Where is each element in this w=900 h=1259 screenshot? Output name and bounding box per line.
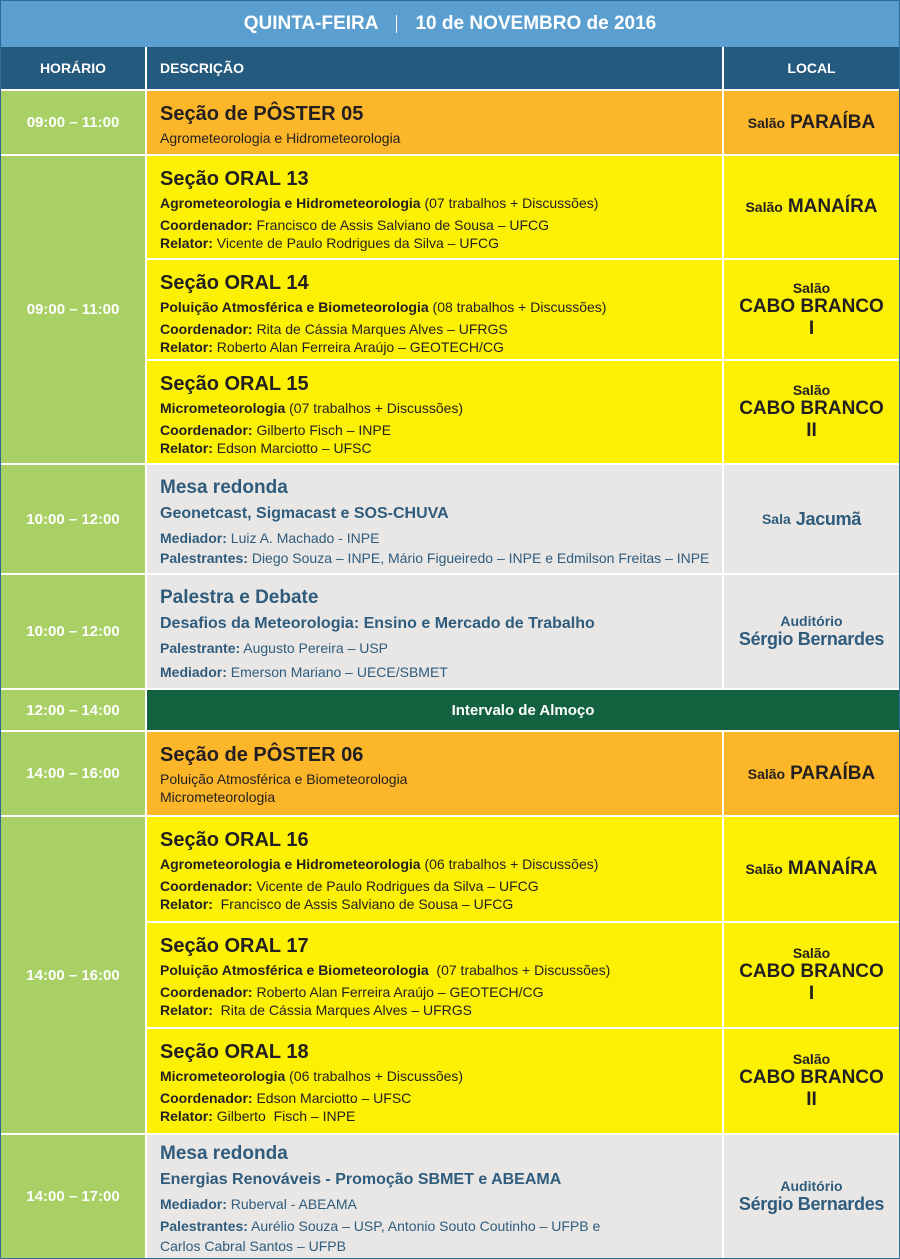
oral-13-description (147, 156, 722, 258)
title-separator (396, 15, 397, 33)
oral-17-description (147, 923, 722, 1027)
location-prefix: Salão (792, 382, 831, 398)
time-cell: 14:00 – 16:00 (1, 732, 145, 815)
location-name: PARAÍBA (790, 762, 876, 784)
session-title: Seção ORAL 15 (160, 373, 309, 395)
session-speakers-cont: Carlos Cabral Santos – UFPB (160, 1238, 346, 1254)
day-label: QUINTA-FEIRA (243, 13, 379, 34)
session-coordinator: Coordenador: Francisco de Assis Salviano de Sousa – UFCG (160, 217, 550, 233)
session-mediator: Mediador: Emerson Mariano – UECE/SBMET (160, 664, 448, 680)
location-prefix: Salão (745, 861, 783, 877)
title-bar (1, 1, 899, 47)
mesa-redonda-2-location (724, 1135, 899, 1258)
session-title: Seção ORAL 17 (160, 935, 309, 957)
location-number: II (806, 420, 817, 441)
session-theme: Agrometeorologia e Hidrometeorologia (07 trabalhos + Discussões) (160, 195, 599, 211)
session-headline: Energias Renováveis - Promoção SBMET e ABEAMA (160, 1171, 562, 1188)
location-name: MANAÍRA (787, 196, 878, 217)
session-theme: Micrometeorologia (06 trabalhos + Discussões) (160, 1068, 464, 1084)
session-headline: Geonetcast, Sigmacast e SOS-CHUVA (160, 505, 449, 522)
session-mediator: Mediador: Ruberval - ABEAMA (160, 1196, 357, 1212)
oral-17-location (724, 923, 899, 1027)
location-prefix: Salão (747, 114, 786, 131)
session-title: Seção de PÔSTER 05 (160, 103, 364, 125)
session-speaker: Palestrante: Augusto Pereira – USP (160, 640, 389, 656)
time-cell: 10:00 – 12:00 (1, 575, 145, 688)
session-topic: Poluição Atmosférica e Biometeorologia (160, 771, 408, 787)
location-prefix: Sala (761, 511, 791, 527)
location-prefix: Salão (792, 1051, 831, 1067)
session-title: Seção ORAL 18 (160, 1041, 309, 1063)
oral-15-location (724, 361, 899, 463)
location-prefix: Salão (792, 279, 831, 296)
session-reporter: Relator: Edson Marciotto – UFSC (160, 440, 372, 456)
location-number: I (808, 317, 815, 339)
oral-15-description (147, 361, 722, 463)
session-theme: Poluição Atmosférica e Biometeorologia (07 trabalhos + Discussões) (160, 962, 611, 978)
time-cell: 14:00 – 16:00 (1, 817, 145, 1133)
session-title: Palestra e Debate (160, 587, 319, 608)
location-name: Jacumã (795, 508, 862, 529)
session-title: Mesa redonda (160, 477, 288, 498)
session-speakers: Palestrantes: Diego Souza – INPE, Mário Figueiredo – INPE e Edmilson Freitas – INPE (160, 550, 710, 566)
session-mediator: Mediador: Luiz A. Machado - INPE (160, 530, 380, 546)
time-cell: 09:00 – 11:00 (1, 156, 145, 463)
session-coordinator: Coordenador: Gilberto Fisch – INPE (160, 422, 392, 438)
session-title: Seção ORAL 13 (160, 168, 309, 190)
session-coordinator: Coordenador: Roberto Alan Ferreira Araújo – GEOTECH/CG (160, 984, 544, 1000)
session-coordinator: Coordenador: Vicente de Paulo Rodrigues da Silva – UFCG (160, 878, 539, 894)
session-speakers: Palestrantes: Aurélio Souza – USP, Antonio Souto Coutinho – UFPB e (160, 1218, 601, 1234)
time-cell: 10:00 – 12:00 (1, 465, 145, 573)
oral-16-description (147, 817, 722, 921)
session-coordinator: Coordenador: Rita de Cássia Marques Alves – UFRGS (160, 321, 508, 337)
mesa-redonda-2-description (147, 1135, 722, 1258)
time-cell: 14:00 – 17:00 (1, 1135, 145, 1258)
session-theme: Poluição Atmosférica e Biometeorologia (08 trabalhos + Discussões) (160, 299, 607, 315)
session-reporter: Relator: Rita de Cássia Marques Alves – UFRGS (160, 1002, 473, 1018)
lunch-break: Intervalo de Almoço (147, 690, 899, 730)
poster-05-description (147, 91, 722, 154)
session-theme: Agrometeorologia e Hidrometeorologia (06 trabalhos + Discussões) (160, 856, 599, 872)
palestra-description (147, 575, 722, 688)
oral-13-location (724, 156, 899, 258)
date-label: 10 de NOVEMBRO de 2016 (415, 13, 657, 34)
session-title: Mesa redonda (160, 1143, 288, 1164)
poster-05-location (724, 91, 899, 154)
session-title: Seção ORAL 14 (160, 272, 309, 294)
session-title: Seção ORAL 16 (160, 829, 309, 851)
mesa-redonda-1-description (147, 465, 722, 573)
session-reporter: Relator: Gilberto Fisch – INPE (160, 1108, 356, 1124)
oral-14-location (724, 260, 899, 359)
session-theme: Micrometeorologia (07 trabalhos + Discussões) (160, 400, 464, 416)
location-name: MANAÍRA (787, 858, 878, 879)
session-reporter: Relator: Roberto Alan Ferreira Araújo – GEOTECH/CG (160, 339, 504, 355)
location-name: CABO BRANCO (739, 295, 884, 317)
session-coordinator: Coordenador: Edson Marciotto – UFSC (160, 1090, 412, 1106)
header-time: HORÁRIO (1, 47, 145, 89)
location-prefix: Salão (792, 945, 831, 961)
oral-14-description (147, 260, 722, 359)
location-name: Sérgio Bernardes (738, 1194, 885, 1214)
header-description: DESCRIÇÃO (147, 47, 722, 89)
oral-16-location (724, 817, 899, 921)
location-prefix: Salão (747, 765, 786, 782)
palestra-location (724, 575, 899, 688)
time-cell: 09:00 – 11:00 (1, 91, 145, 154)
location-number: I (808, 983, 815, 1004)
location-name: CABO BRANCO (739, 398, 884, 419)
location-prefix: Auditório (780, 613, 843, 629)
location-number: II (806, 1089, 817, 1110)
session-topic: Agrometeorologia e Hidrometeorologia (160, 130, 401, 146)
header-location: LOCAL (724, 47, 899, 89)
session-reporter: Relator: Vicente de Paulo Rodrigues da Silva – UFCG (160, 235, 500, 251)
location-name: CABO BRANCO (739, 961, 884, 982)
poster-06-description (147, 732, 722, 815)
session-headline: Desafios da Meteorologia: Ensino e Mercado de Trabalho (160, 615, 595, 632)
oral-18-location (724, 1029, 899, 1133)
session-topic: Micrometeorologia (160, 789, 276, 805)
time-cell: 12:00 – 14:00 (1, 690, 145, 730)
location-name: PARAÍBA (790, 111, 876, 133)
poster-06-location (724, 732, 899, 815)
oral-18-description (147, 1029, 722, 1133)
session-title: Seção de PÔSTER 06 (160, 744, 364, 766)
session-reporter: Relator: Francisco de Assis Salviano de Sousa – UFCG (160, 896, 514, 912)
mesa-redonda-1-location (724, 465, 899, 573)
location-name: Sérgio Bernardes (738, 629, 885, 649)
location-prefix: Salão (745, 199, 783, 215)
location-name: CABO BRANCO (739, 1067, 884, 1088)
location-prefix: Auditório (780, 1178, 843, 1194)
